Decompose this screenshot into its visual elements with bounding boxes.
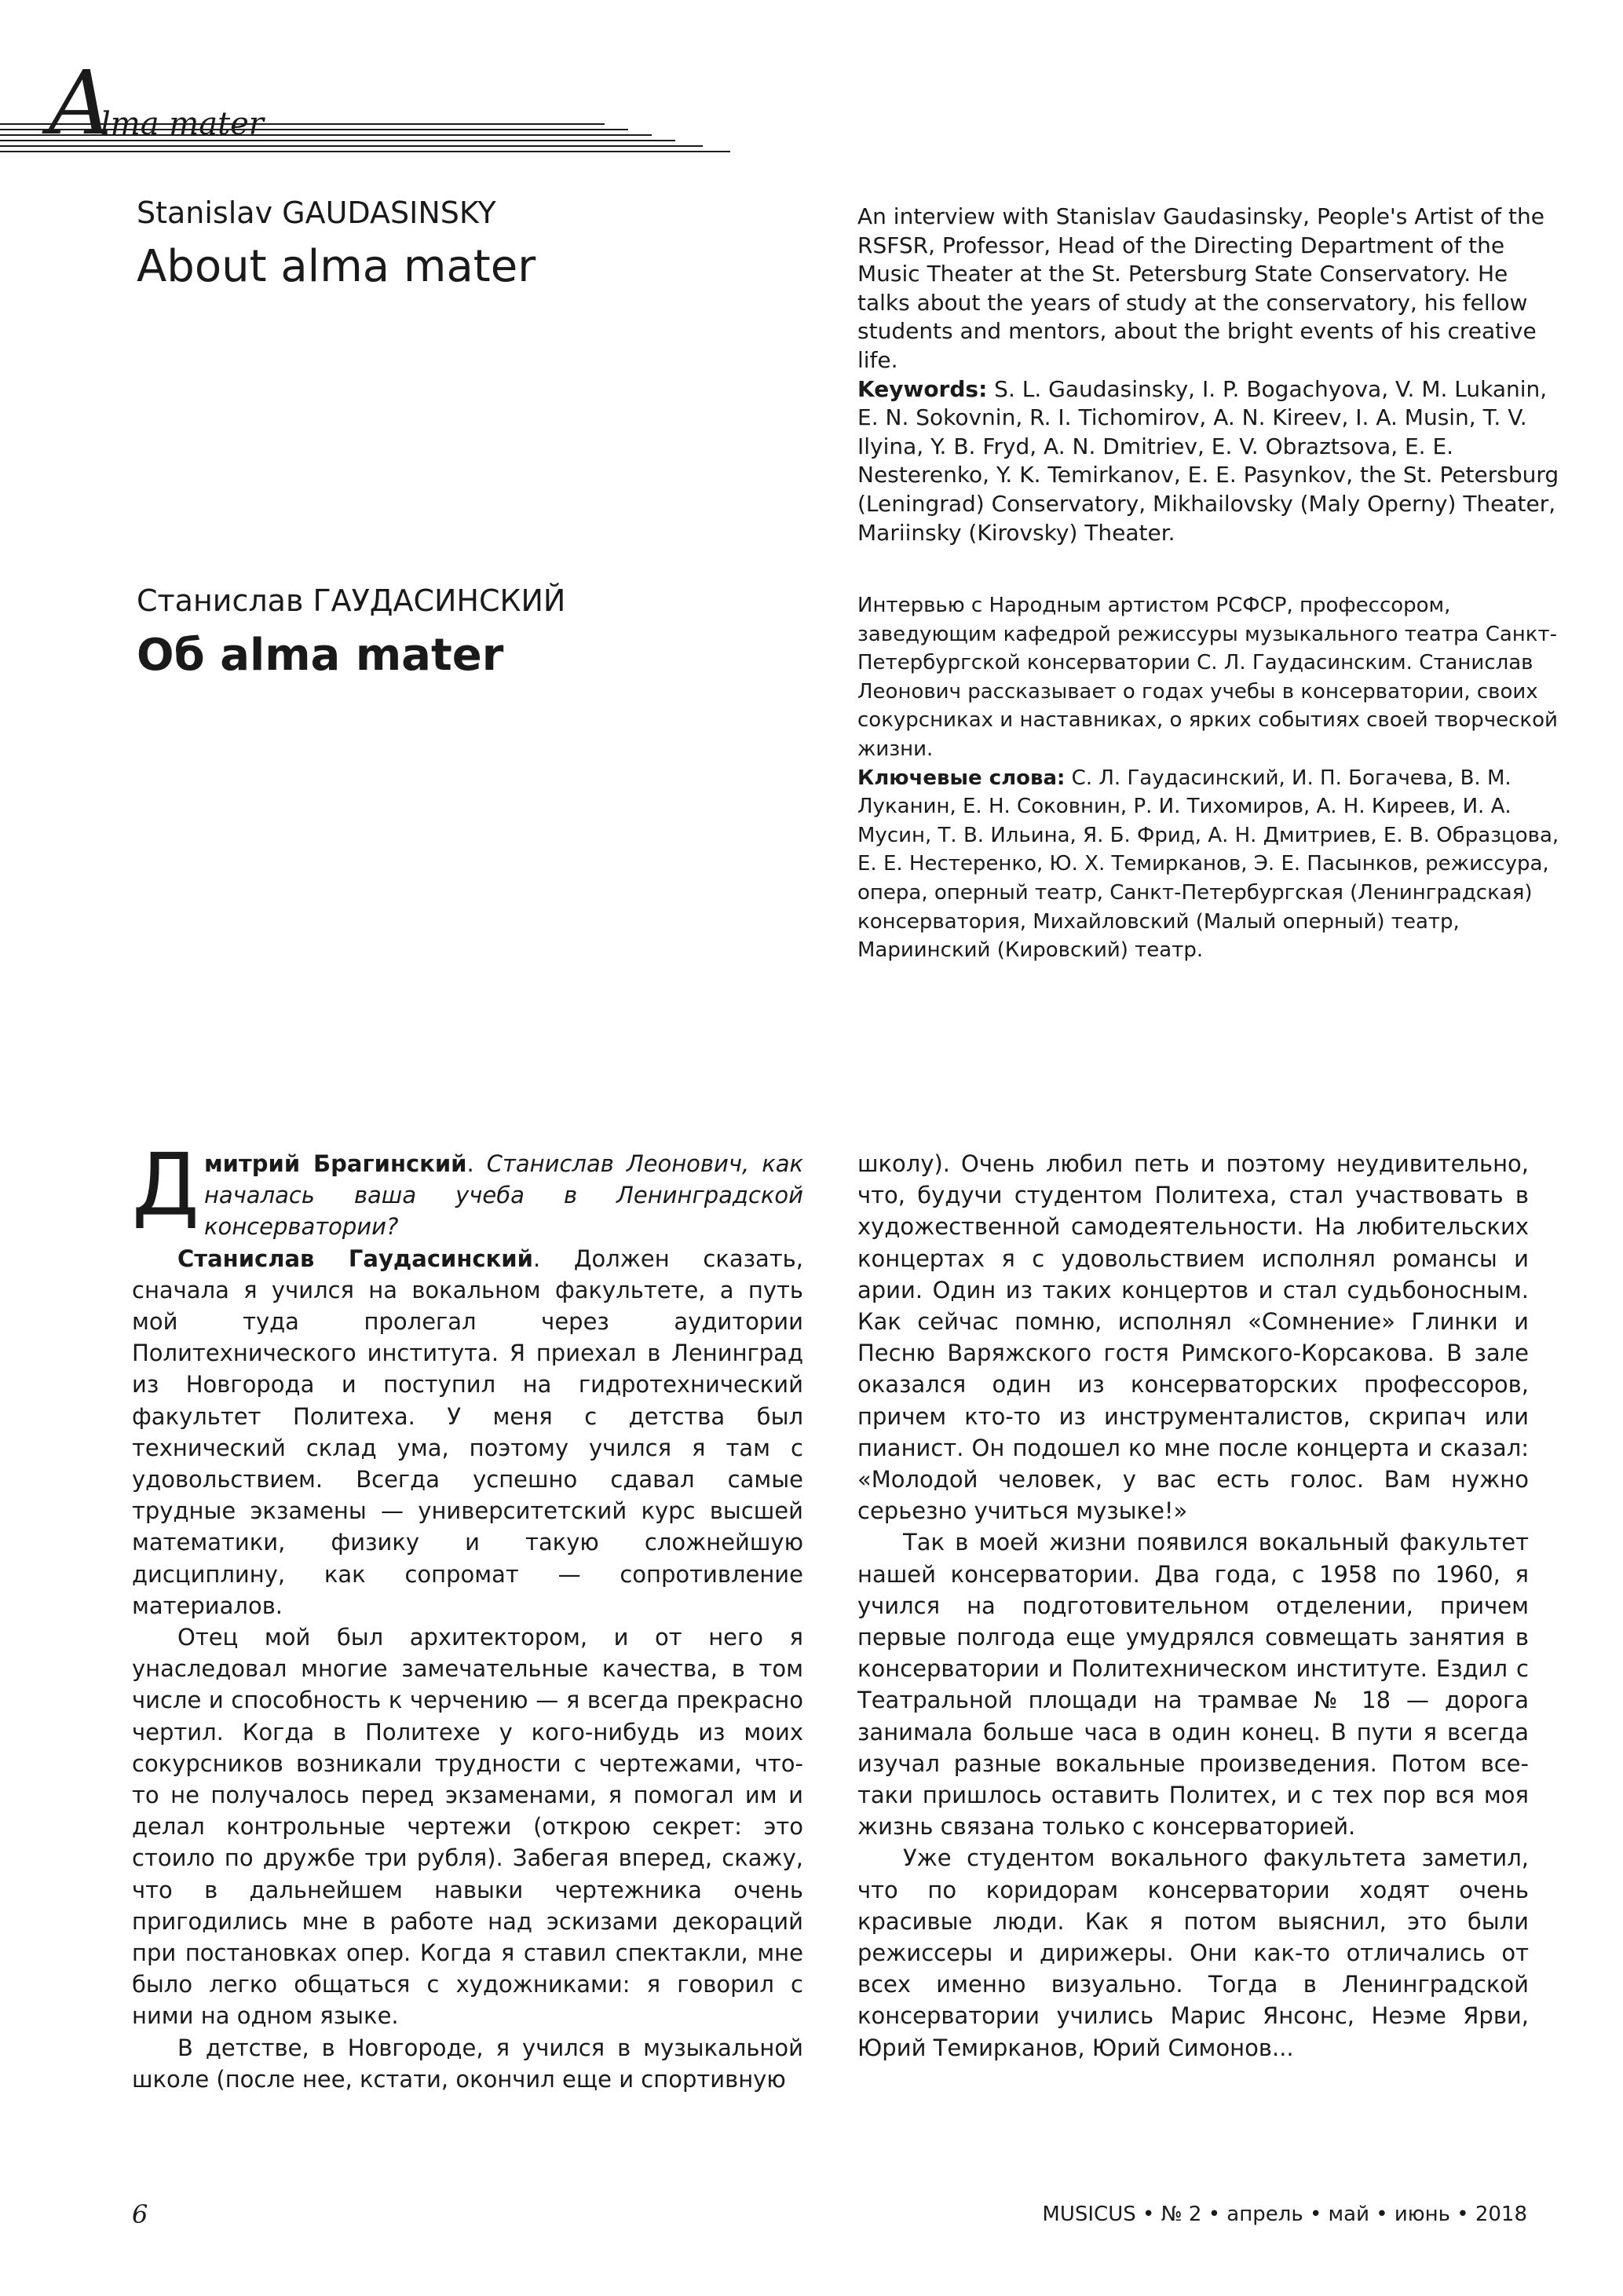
- page-number: 6: [132, 2199, 148, 2229]
- body-paragraph: Уже студентом вокального факультета заметил, что по коридорам консерватории ходят очень красивые люди. Как я потом выяснил, это были режиссеры и дирижеры. Они как-то отличались от всех именно визуально. Тогда в Ленинградской консерватории учились Марис Янсонс, Неэме Ярви, Юрий Темирканов, Юрий Симонов...: [857, 1844, 1529, 2061]
- question-paragraph: [132, 1135, 804, 1243]
- interviewee-name: Станислав Гаудасинский: [177, 1245, 533, 1272]
- section-logo-initial: A: [49, 53, 112, 155]
- answer-paragraph: [132, 1243, 803, 1621]
- keywords-ru: С. Л. Гаудасинский, И. П. Богачева, В. М. Луканин, Е. Н. Соковнин, Р. И. Тихомиров, А. Н. Киреев, И. А. Мусин, Т. В. Ильина, Я. Б. Фрид, А. Н. Дмитриев, Е. В. Образцова, Е. Е. Нестеренко, Ю. Х. Темирканов, Э. Е. Пасынков, режиссура, опера, оперный театр, Санкт-Петербургская (Ленинградская) консерватория, Михайловский (Малый оперный) театр, Мариинский (Кировский) театр.: [857, 766, 1559, 963]
- abstract-ru: [857, 591, 1564, 965]
- section-logo-text: lma mater: [101, 106, 264, 142]
- body-paragraph: В детстве, в Новгороде, я учился в музыкальной школе (после нее, кстати, окончил еще и спортивную: [132, 2034, 803, 2093]
- answer-text: . Должен сказать, сначала я учился на вокальном факультете, а путь мой туда пролегал через аудитории Политехнического института. Я приехал в Ленинград из Новгорода и поступил на гидротехнический факультет Политеха. У меня с детства был технический склад ума, поэтому учился я там с удовольствием. Всегда успешно сдавал самые трудные экзамены — университетский курс высшей математики, физику и такую сложнейшую дисциплину, как сопромат — сопротивление материалов.: [132, 1245, 803, 1619]
- abstract-en: [857, 203, 1564, 547]
- journal-issue-info: MUSICUS • № 2 • апрель • май • июнь • 2018: [1042, 2203, 1527, 2226]
- body-paragraph: школу). Очень любил петь и поэтому неудивительно, что, будучи студентом Политеха, стал участвовать в художественной самодеятельности. На любительских концертах я с удовольствием исполнял романсы и арии. Один из таких концертов и стал судьбоносным. Как сейчас помню, исполнял «Сомнение» Глинки и Песню Варяжского гостя Римского-Корсакова. В зале оказался один из консерваторских профессоров, причем кто-то из инструменталистов, скрипач или пианист. Он подошел ко мне после концерта и сказал: «Молодой человек, у вас есть голос. Вам нужно серьезно учиться музыке!»: [857, 1150, 1529, 1525]
- abstract-ru-text: Интервью с Народным артистом РСФСР, профессором, заведующим кафедрой режиссуры музыкального театра Санкт-Петербургской консерватории С. Л. Гаудасинским. Станислав Леонович рассказывает о годах учебы в консерватории, своих сокурсниках и наставниках, о ярких событиях своей творческой жизни.: [857, 594, 1558, 761]
- body-paragraph: Так в моей жизни появился вокальный факультет нашей консерватории. Два года, с 1958 по 1960, я учился на подготовительном отделении, причем первые полгода еще умудрялся совмещать занятия в консерватории и Политехническом институте. Ездил с Театральной площади на трамвае № 18 — дорога занимала больше часа в один конец. В пути я всегда изучал разные вокальные произведения. Потом все-таки пришлось оставить Политех, и с тех пор вся моя жизнь связана только с консерваторией.: [857, 1529, 1529, 1841]
- author-name-en: Stanislav GAUDASINSKY: [137, 196, 496, 230]
- keywords-label-ru: Ключевые слова:: [857, 766, 1066, 790]
- author-name-ru: Станислав ГАУДАСИНСКИЙ: [137, 583, 566, 618]
- header-rule-lines: [0, 118, 754, 165]
- keywords-en: S. L. Gaudasinsky, I. P. Bogachyova, V. M. Lukanin, E. N. Sokovnin, R. I. Tichomirov, A. N. Kireev, I. A. Musin, T. V. Ilyina, Y. B. Fryd, A. N. Dmitriev, E. V. Obraztsova, E. E. Nesterenko, Y. K. Temirkanov, E. E. Pasynkov, the St. Petersburg (Leningrad) Conservatory, Mikhailovsky (Maly Operny) Theater, Mariinsky (Kirovsky) Theater.: [857, 375, 1559, 546]
- body-paragraph: Отец мой был архитектором, и от него я унаследовал многие замечательные качества, в том числе и способность к черчению — я всегда прекрасно чертил. Когда в Политехе у кого-нибудь из моих сокурсников возникали трудности с чертежами, что-то не получалось перед экзаменами, я помогал им и делал контрольные чертежи (открою секрет: это стоило по дружбе три рубля). Забегая вперед, скажу, что в дальнейшем навыки чертежника очень пригодились мне в работе над эскизами декораций при постановках опер. Когда я ставил спектакли, мне было легко общаться с художниками: я говорил с ними на одном языке.: [132, 1624, 803, 2030]
- article-title-ru: Об alma mater: [137, 630, 504, 681]
- keywords-label-en: Keywords:: [857, 375, 988, 402]
- separator: .: [466, 1150, 487, 1177]
- article-title-en: About alma mater: [137, 241, 536, 292]
- abstract-en-text: An interview with Stanislav Gaudasinsky, People's Artist of the RSFSR, Professor, Head of the Directing Department of the Music Theater at the St. Petersburg State Conservatory. He talks about the years of study at the conservatory, his fellow students and mentors, about the bright events of his creative life.: [857, 203, 1544, 373]
- drop-cap: Д: [132, 1135, 199, 1235]
- question-text: Станислав Леонович, как началась ваша учеба в Ленинградской консерватории?: [203, 1150, 804, 1241]
- body-column-left: [132, 1135, 804, 2095]
- body-column-right: [857, 1148, 1529, 2064]
- interviewer-name: митрий Брагинский: [203, 1150, 467, 1177]
